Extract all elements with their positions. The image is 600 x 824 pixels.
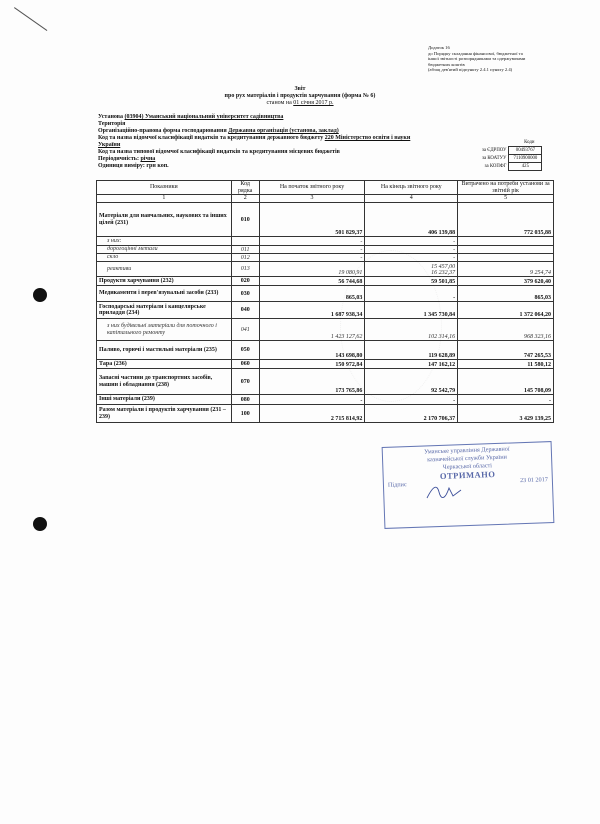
cell-code: 070 (231, 369, 259, 395)
cell-start: 1 687 938,34 (259, 302, 365, 319)
table-row (97, 395, 554, 405)
cell-name: Паливо, горючі і мастильні матеріали (235) (97, 341, 232, 360)
cell-spent: - (458, 395, 554, 405)
cell-start: 19 080,91 (259, 262, 365, 277)
cell-end: - (365, 237, 458, 246)
cell-code: 041 (231, 319, 259, 341)
cell-end: 147 162,12 (365, 360, 458, 369)
cell-name: з них: (97, 237, 232, 246)
dept-code-label: Код та назва відомчої класифікації видатків та кредитування державного бюджету (98, 135, 324, 141)
cell-name: Медикаменти і перев'язувальні засоби (233) (97, 286, 232, 302)
annex-line: Додаток 16 (428, 45, 450, 50)
cell-name: скло (97, 254, 232, 262)
column-number: 5 (458, 195, 554, 203)
column-header: На початок звітного року (259, 181, 365, 195)
column-header: На кінець звітного року (365, 181, 458, 195)
cell-start: 173 765,86 (259, 369, 365, 395)
institution-label: Установа (98, 114, 123, 120)
code-label: за КОАТУУ (482, 156, 507, 161)
cell-spent: 145 708,09 (458, 369, 554, 395)
table-body (97, 203, 554, 423)
cell-start: - (259, 254, 365, 262)
title-date: 01 січня 2017 р. (293, 100, 334, 106)
cell-code (231, 237, 259, 246)
table-row (97, 203, 554, 237)
cell-spent: 968 323,16 (458, 319, 554, 341)
cell-spent (458, 237, 554, 246)
table-row (97, 277, 554, 286)
cell-end: 15 457,00 16 232,37 (365, 262, 458, 277)
annex-line: до Порядку складання фінансової, бюджетної та (428, 50, 523, 56)
cell-code: 020 (231, 277, 259, 286)
cell-end: - (365, 395, 458, 405)
cell-end: 406 139,88 (365, 203, 458, 237)
cell-spent: 772 035,88 (458, 203, 554, 237)
cell-name: дорогоцінні метали (97, 246, 232, 254)
org-form-value: Державна організація (установа, заклад) (228, 128, 339, 134)
cell-name: Тара (236) (97, 360, 232, 369)
punch-hole-top (33, 288, 47, 302)
codes-block (480, 140, 542, 171)
unit-label: Одиниця виміру: грн коп. (98, 163, 169, 169)
codes-heading: Коди (524, 140, 535, 145)
cell-spent: 1 372 064,20 (458, 302, 554, 319)
cell-end: 92 542,79 (365, 369, 458, 395)
cell-end: - (365, 246, 458, 254)
periodicity-value: річна (140, 156, 156, 162)
cell-start: 865,03 (259, 286, 365, 302)
code-label: за ЄДРПОУ (482, 148, 507, 153)
cell-code: 030 (231, 286, 259, 302)
cell-start: 1 423 127,62 (259, 319, 365, 341)
cell-spent: 747 265,53 (458, 341, 554, 360)
cell-code: 100 (231, 405, 259, 423)
table-row (97, 262, 554, 277)
cell-spent: 865,03 (458, 286, 554, 302)
cell-spent (458, 246, 554, 254)
table-row (97, 246, 554, 254)
annex-line: іншої звітності розпорядниками та одержувачами (428, 56, 526, 62)
column-number: 4 (365, 195, 458, 203)
code-value: 00493767 (509, 147, 542, 155)
table-row (97, 369, 554, 395)
cell-name: Інші матеріали (239) (97, 395, 232, 405)
column-header: Витрачено на потреби установи за звітній рік (458, 181, 554, 195)
cell-end: - (365, 286, 458, 302)
cell-end: 2 170 706,37 (365, 405, 458, 423)
cell-name: реактиви (97, 262, 232, 277)
stamp-line: казначейської служби України (427, 453, 508, 464)
code-row (480, 147, 542, 155)
org-form-label: Організаційно-правова форма господарювання (98, 128, 227, 134)
cell-name: з них будівельні матеріали для поточного і капітального ремонту (97, 319, 232, 341)
cell-end: 59 501,85 (365, 277, 458, 286)
cell-spent: 11 580,12 (458, 360, 554, 369)
cell-end: - (365, 254, 458, 262)
cell-code: 040 (231, 302, 259, 319)
cell-start: - (259, 395, 365, 405)
cell-spent: 379 620,40 (458, 277, 554, 286)
title-word: Звіт (294, 86, 306, 92)
stamp-line: Черкаської області (442, 462, 493, 471)
program-code-label: Код та назва типової відомчої класифікації видатків та кредитування місцевих бюджетів (98, 149, 340, 155)
cell-code: 012 (231, 254, 259, 262)
cell-name: Разом матеріали і продуктів харчування (231 – 239) (97, 405, 232, 423)
cell-code: 013 (231, 262, 259, 277)
table-row (97, 254, 554, 262)
received-stamp (382, 441, 555, 529)
table-row (97, 360, 554, 369)
table-row (97, 405, 554, 423)
cell-code: 011 (231, 246, 259, 254)
column-number: 1 (97, 195, 232, 203)
cell-end: 1 345 730,84 (365, 302, 458, 319)
periodicity-label: Періодичність: (98, 156, 139, 162)
stamp-date: 23 01 2017 (519, 476, 548, 485)
corner-mark (14, 7, 47, 31)
code-value: 425 (509, 163, 542, 171)
report-header (98, 114, 488, 170)
cell-code: 080 (231, 395, 259, 405)
institution-value: (03904) Уманський національний університет садівництва (124, 114, 284, 120)
cell-code: 060 (231, 360, 259, 369)
title-subject: про рух матеріалів і продуктів харчування (форма № 6) (224, 93, 376, 99)
cell-spent (458, 254, 554, 262)
cell-end: 119 628,89 (365, 341, 458, 360)
code-row (480, 163, 542, 171)
dept-code-value: 220 Міністерство освіти і науки України (98, 135, 411, 148)
table-row (97, 286, 554, 302)
column-header: Показники (97, 181, 232, 195)
code-label: за КОПФГ (484, 164, 507, 169)
cell-start: 2 715 814,92 (259, 405, 365, 423)
table-row (97, 319, 554, 341)
annex-line: (абзац дев'ятий підпункту 2.4.1 пункту 2.4) (428, 67, 513, 73)
materials-table (96, 180, 554, 423)
cell-start: 143 698,80 (259, 341, 365, 360)
annex-line: бюджетних коштів (428, 61, 465, 67)
stamp-sign-label: Підпис (387, 481, 407, 489)
cell-spent: 3 429 139,25 (458, 405, 554, 423)
cell-spent: 9 254,74 (458, 262, 554, 277)
table-row (97, 237, 554, 246)
cell-start: - (259, 237, 365, 246)
cell-name: Запасні частини до транспортних засобів, машин і обладнання (238) (97, 369, 232, 395)
column-header: Код рядка (231, 181, 259, 195)
stamp-received: ОТРИМАНО (439, 469, 496, 481)
signature (425, 482, 465, 502)
punch-hole-bottom (33, 517, 47, 531)
cell-code: 050 (231, 341, 259, 360)
cell-start: - (259, 246, 365, 254)
column-number: 2 (231, 195, 259, 203)
title-date-prefix: станом на (266, 100, 292, 106)
code-row (480, 155, 542, 163)
cell-start: 150 972,84 (259, 360, 365, 369)
annex-note (428, 45, 578, 73)
cell-start: 56 744,68 (259, 277, 365, 286)
cell-name: Продукти харчування (232) (97, 277, 232, 286)
cell-name: Господарські матеріали і канцелярське приладдя (234) (97, 302, 232, 319)
cell-end: 102 314,16 (365, 319, 458, 341)
table-row (97, 302, 554, 319)
code-value: 7110900000 (509, 155, 542, 163)
column-number: 3 (259, 195, 365, 203)
cell-name: Матеріали для навчальних, наукових та інших цілей (231) (97, 203, 232, 237)
table-row (97, 341, 554, 360)
report-title (150, 86, 450, 107)
cell-start: 501 829,37 (259, 203, 365, 237)
territory-label: Територія (98, 121, 126, 127)
stamp-line: Уманське управління Державної (423, 445, 510, 456)
cell-code: 010 (231, 203, 259, 237)
